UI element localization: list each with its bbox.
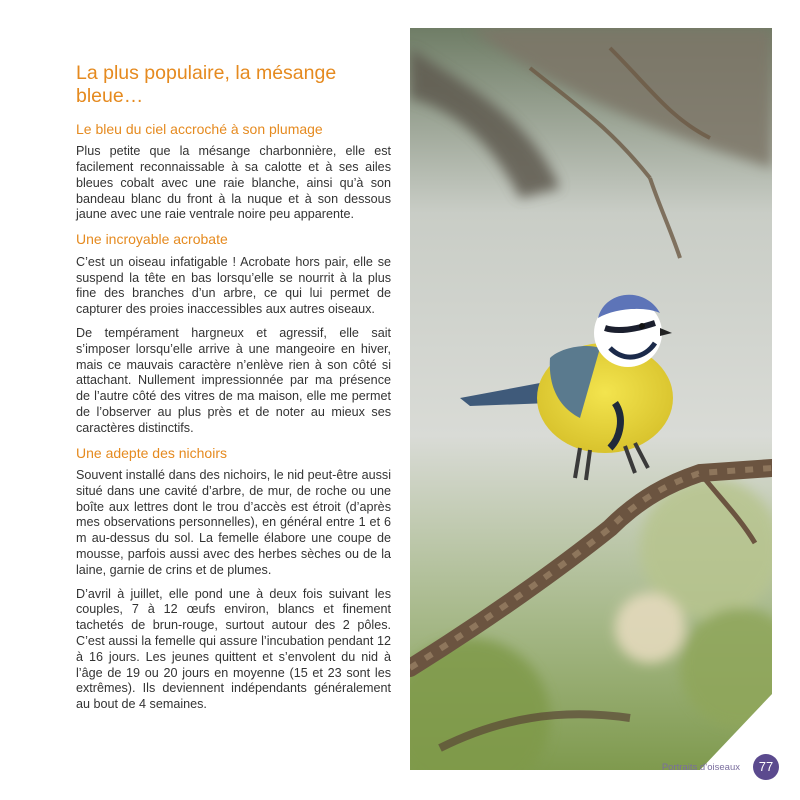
page-number-badge: 77 xyxy=(753,754,779,780)
footer-section-label: Portraits d’oiseaux xyxy=(661,762,740,773)
section-heading-nichoirs: Une adepte des nichoirs xyxy=(76,444,227,461)
paragraph-nichoirs-1: Souvent installé dans des nichoirs, le nid peut-être aussi situé dans une cavité d’arbre, de mur, de roche ou une boîte aux lettres dont le trou d’accès est étroit (d’après mes observations personnelles), en général entre 1 et 6 m au-dessus du sol. La femelle élabore une coupe de mousse, parfois aussi avec des herbes sèches ou de la laine, garnie de crins et de plumes. xyxy=(76,468,391,577)
blue-tit-photo xyxy=(410,28,772,770)
paragraph-plumage: Plus petite que la mésange charbonnière, elle est facilement reconnaissable à sa calotte et à ses ailes bleues cobalt avec une raie blanche, ainsi qu’à son bandeau blanc du front à la nuque et à son dessous jaune avec une raie ventrale noire peu apparente. xyxy=(76,144,391,222)
section-heading-plumage: Le bleu du ciel accroché à son plumage xyxy=(76,120,323,137)
article-title: La plus populaire, la mésange bleue… xyxy=(76,62,337,108)
paragraph-acrobate-2: De tempérament hargneux et agressif, elle sait s’imposer lorsqu’elle arrive à une mangeoire en hiver, mais ce mauvais caractère n’enlève rien à son côté si attachant. Nullement impressionnée par ma présence de l’autre côté des vitres de ma maison, elle me permet de l’observer au plus près et de noter au mieux ses caractères distinctifs. xyxy=(76,325,391,435)
paragraph-acrobate-1: C’est un oiseau infatigable ! Acrobate hors pair, elle se suspend la tête en bas lorsqu’elle se nourrit à la plus fine des branches d’un arbre, ce qui lui permet de capturer des proies inaccessibles aux autres oiseaux. xyxy=(76,254,391,317)
blue-tit-illustration xyxy=(410,28,772,770)
paragraph-nichoirs-2: D’avril à juillet, elle pond une à deux fois suivant les couples, 7 à 12 œufs environ, blancs et finement tachetés de brun-rouge, surtout autour des 2 pôles. C’est aussi la femelle qui assure l’incubation pendant 12 à 16 jours. Les jeunes quittent et s’envolent du nid à l’âge de 19 ou 20 jours en moyenne (15 et 23 sont les extrêmes). Ils deviennent indépendants généralement au bout de 4 semaines. xyxy=(76,586,391,712)
article-column xyxy=(76,62,391,721)
section-heading-acrobate: Une incroyable acrobate xyxy=(76,231,228,248)
